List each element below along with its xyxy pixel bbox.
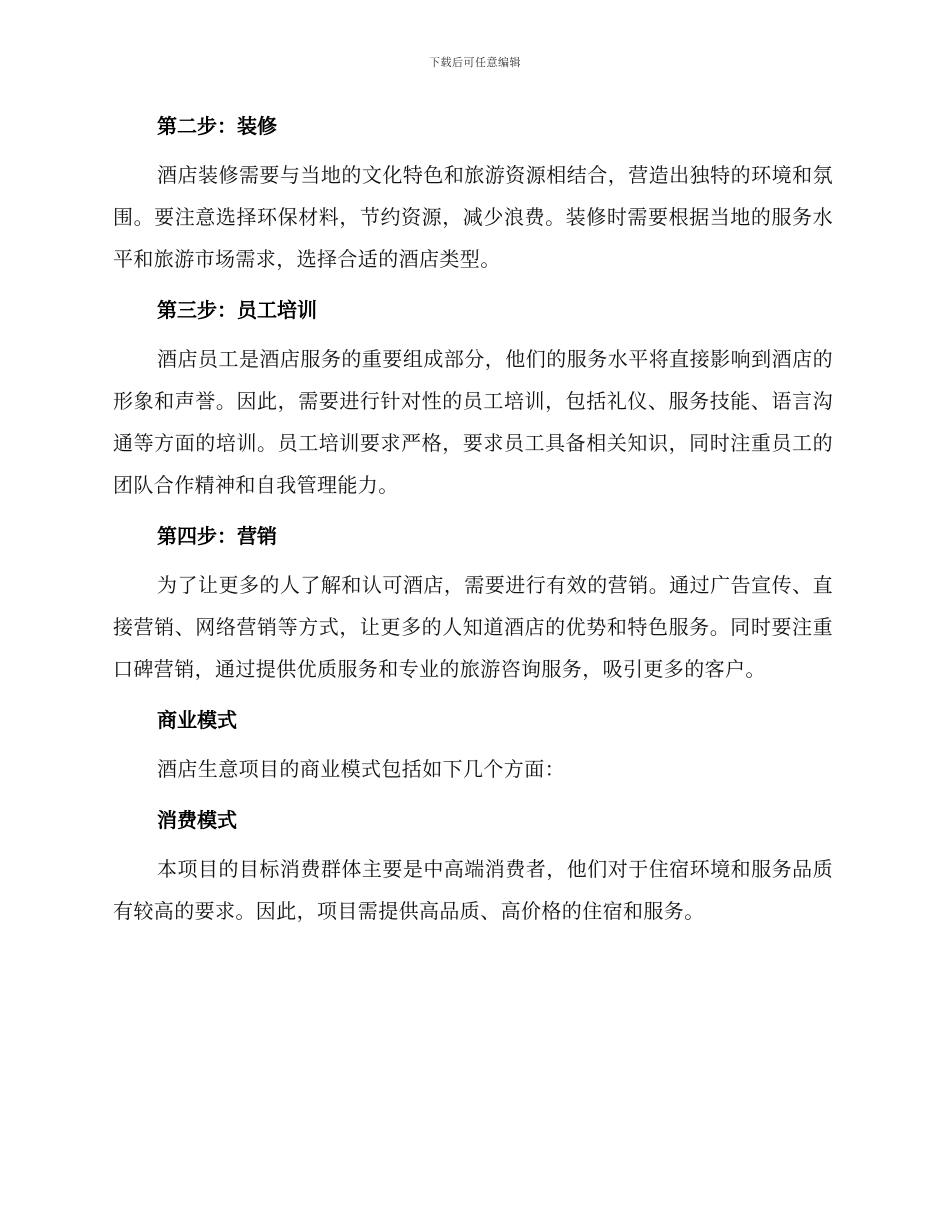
consumption-model-paragraph: 本项目的目标消费群体主要是中高端消费者，他们对于住宿环境和服务品质有较高的要求。因此，项目需提供高品质、高价格的住宿和服务。 — [113, 857, 833, 923]
step4-heading: 第四步：营销 — [157, 524, 277, 548]
step2-heading: 第二步：装修 — [157, 114, 277, 138]
header-note: 下载后可任意编辑 — [429, 56, 521, 69]
document-body — [113, 106, 833, 932]
business-model-paragraph: 酒店生意项目的商业模式包括如下几个方面： — [157, 757, 565, 781]
step3-paragraph: 酒店员工是酒店服务的重要组成部分，他们的服务水平将直接影响到酒店的形象和声誉。因此，需要进行针对性的员工培训，包括礼仪、服务技能、语言沟通等方面的培训。员工培训要求严格，要求员工具备相关知识，同时注重员工的团队合作精神和自我管理能力。 — [113, 347, 833, 497]
step4-paragraph: 为了让更多的人了解和认可酒店，需要进行有效的营销。通过广告宣传、直接营销、网络营销等方式，让更多的人知道酒店的优势和特色服务。同时要注重口碑营销，通过提供优质服务和专业的旅游咨询服务，吸引更多的客户。 — [113, 573, 833, 681]
business-model-heading: 商业模式 — [157, 708, 237, 732]
consumption-model-heading: 消费模式 — [157, 808, 237, 832]
step2-paragraph: 酒店装修需要与当地的文化特色和旅游资源相结合，营造出独特的环境和氛围。要注意选择环保材料，节约资源，减少浪费。装修时需要根据当地的服务水平和旅游市场需求，选择合适的酒店类型。 — [113, 163, 833, 271]
step3-heading: 第三步：员工培训 — [157, 298, 317, 322]
